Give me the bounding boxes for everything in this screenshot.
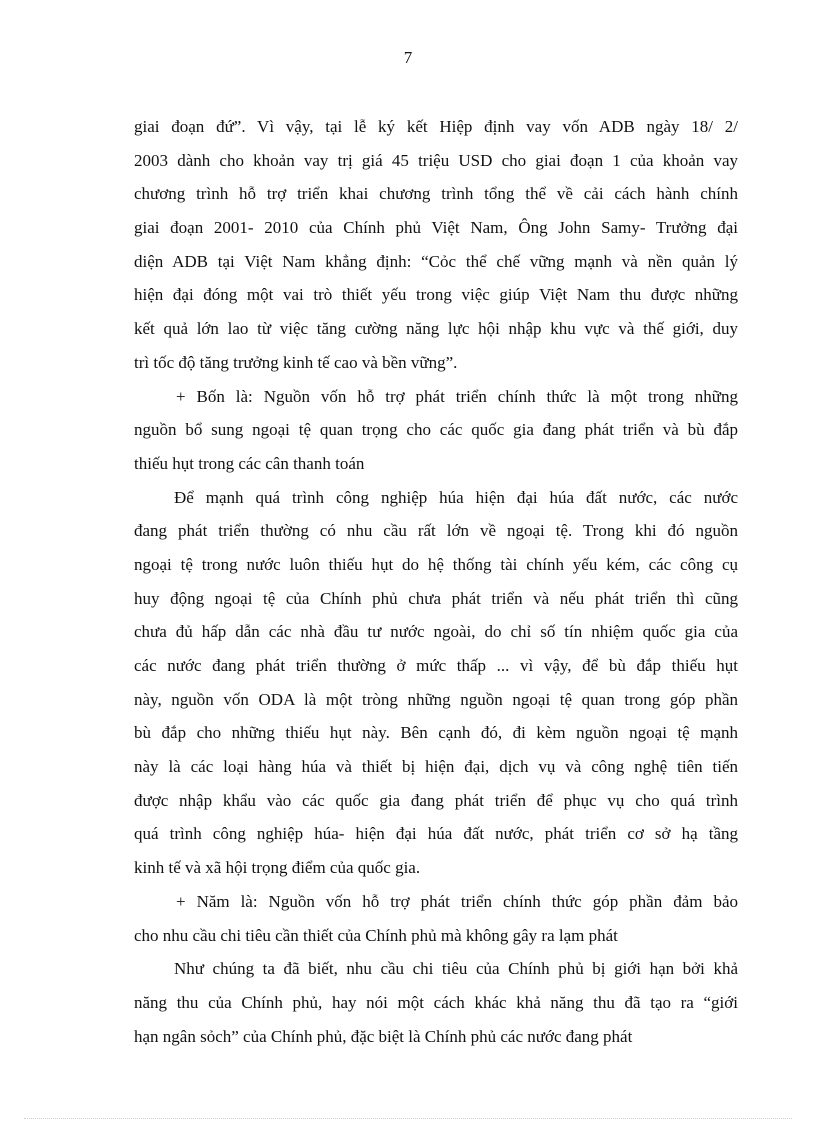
text-line: bù đắp cho những thiếu hụt này. Bên cạnh đó, đi kèm nguồn ngoại tệ mạnh: [134, 723, 738, 743]
text-line: hạn ngân sỏch” của Chính phủ, đặc biệt là Chính phủ các nước đang phát: [134, 1026, 633, 1046]
paragraph: [134, 952, 738, 1053]
text-line: cho nhu cầu chi tiêu cần thiết của Chính phủ mà không gây ra lạm phát: [134, 925, 618, 945]
text-line: 2003 dành cho khoản vay trị giá 45 triệu USD cho giai đoạn 1 của khoản vay: [134, 150, 738, 170]
document-body: [134, 110, 738, 1053]
text-line: giai đoạn đứ”. Vì vậy, tại lễ ký kết Hiệp định vay vốn ADB ngày 18/ 2/: [134, 117, 738, 136]
text-line: kết quả lớn lao từ việc tăng cường năng lực hội nhập khu vực và thế giới, duy: [134, 319, 738, 339]
text-line: nguồn bổ sung ngoại tệ quan trọng cho các quốc gia đang phát triển và bù đắp: [134, 420, 738, 440]
text-line: ngoại tệ trong nước luôn thiếu hụt do hệ thống tài chính yếu kém, các công cụ: [134, 554, 738, 574]
text-line: chưa đủ hấp dẫn các nhà đầu tư nước ngoài, do chỉ số tín nhiệm quốc gia của: [134, 622, 738, 642]
text-line: thiếu hụt trong các cân thanh toán: [134, 453, 365, 473]
text-line: giai đoạn 2001- 2010 của Chính phủ Việt Nam, Ông John Samy- Trưởng đại: [134, 218, 738, 238]
page-number: 7: [403, 48, 413, 67]
text-line: các nước đang phát triển thường ở mức thấp ... vì vậy, để bù đắp thiếu hụt: [134, 656, 738, 675]
text-line: huy động ngoại tệ của Chính phủ chưa phát triển và nếu phát triển thì cũng: [134, 588, 738, 608]
page-bottom-divider: [24, 1118, 792, 1119]
text-line: này là các loại hàng húa và thiết bị hiện đại, dịch vụ và công nghệ tiên tiến: [134, 757, 738, 777]
text-line: được nhập khẩu vào các quốc gia đang phát triển để phục vụ cho quá trình: [134, 790, 738, 810]
text-line: kinh tế và xã hội trọng điểm của quốc gia.: [134, 858, 421, 878]
text-line: năng thu của Chính phủ, hay nói một cách khác khả năng thu đã tạo ra “giới: [134, 992, 738, 1012]
text-line: Để mạnh quá trình công nghiệp húa hiện đại húa đất nước, các nước: [174, 487, 738, 507]
paragraph: [134, 885, 738, 952]
text-line: chương trình hỗ trợ triển khai chương trình tổng thể về cải cách hành chính: [134, 184, 738, 204]
text-line: quá trình công nghiệp húa- hiện đại húa đất nước, phát triển cơ sở hạ tầng: [134, 824, 738, 844]
paragraph: [134, 380, 738, 481]
text-line: + Năm là: Nguồn vốn hỗ trợ phát triển chính thức góp phần đảm bảo: [176, 891, 738, 911]
paragraph: [134, 481, 738, 885]
paragraph: [134, 110, 738, 380]
text-line: trì tốc độ tăng trưởng kinh tế cao và bền vững”.: [134, 352, 458, 372]
text-line: Như chúng ta đã biết, nhu cầu chi tiêu của Chính phủ bị giới hạn bởi khả: [174, 959, 738, 979]
text-line: + Bốn là: Nguồn vốn hỗ trợ phát triển chính thức là một trong những: [176, 386, 738, 406]
text-line: hiện đại đóng một vai trò thiết yếu trong việc giúp Việt Nam thu được những: [134, 285, 738, 305]
text-line: đang phát triển thường có nhu cầu rất lớn về ngoại tệ. Trong khi đó nguồn: [134, 521, 738, 541]
text-line: này, nguồn vốn ODA là một tròng những nguồn ngoại tệ quan trong góp phần: [134, 689, 738, 709]
text-line: diện ADB tại Việt Nam khẳng định: “Cỏc thể chế vững mạnh và nền quản lý: [134, 251, 738, 271]
